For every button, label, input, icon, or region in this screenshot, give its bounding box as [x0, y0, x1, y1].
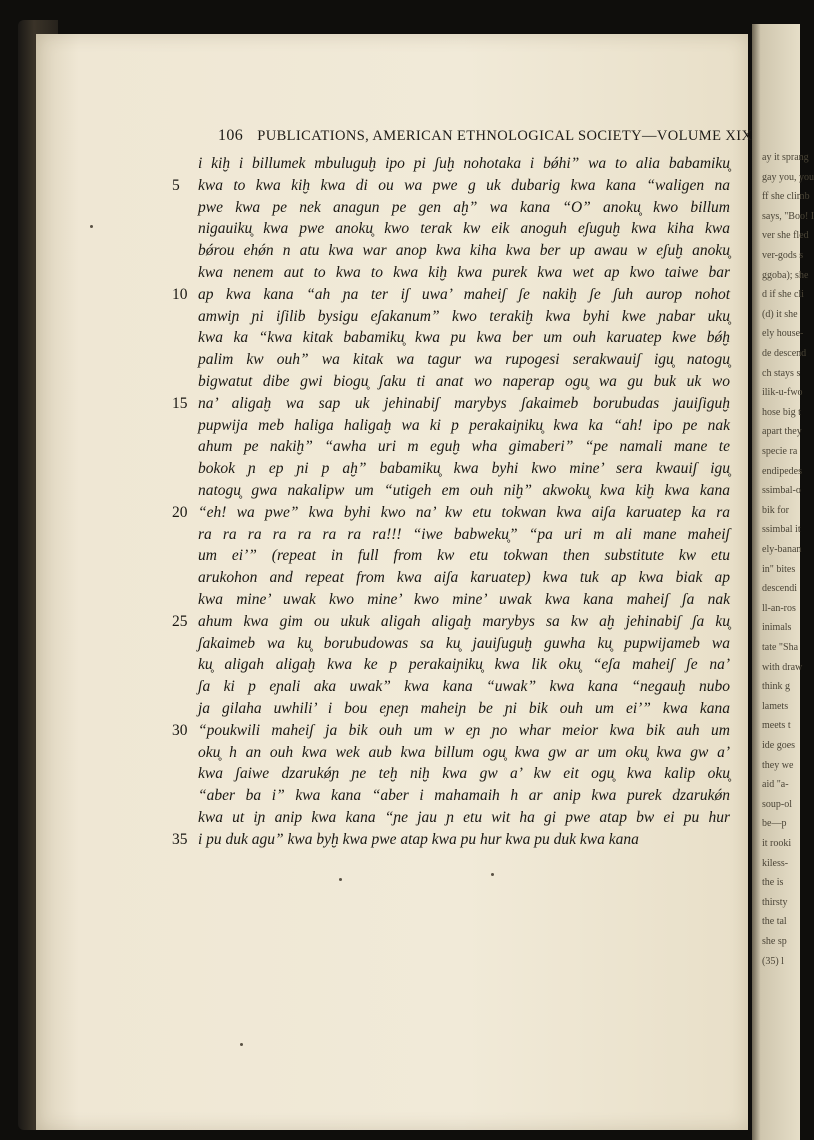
text-line: [198, 654, 730, 676]
facing-page-fragment: ssimbal-o: [762, 485, 801, 497]
facing-page-fragment: she sp: [762, 936, 787, 947]
text-line: [198, 327, 730, 349]
line-text: “poukwili maheiʃ ja bik ouh um w eɲ ɲo whar meior kwa bik auh um: [198, 721, 730, 739]
line-text: bokok ɲ ep ɲi p aḫ” babamiku̥ kwa byhi kwo mine’ sera kwauiʃ igu̥: [198, 460, 730, 478]
text-line: [198, 567, 730, 589]
facing-page-fragment: (35) l: [762, 955, 784, 967]
line-text: ra ra ra ra ra ra ra ra!!! “iwe babweku̥” “pa uri m ali mane maheiʃ: [198, 525, 730, 543]
text-line: [198, 458, 730, 480]
line-text: “aber ba i” kwa kana “aber i mahamaih h ar anip kwa purek dzarukǿn: [198, 787, 730, 805]
text-line: [198, 262, 730, 284]
facing-page-fragment: ssimbal it: [762, 524, 801, 536]
line-text: kwa nenem aut to kwa to kwa kiḫ kwa purek kwa wet ap kwo taiwe bar: [198, 263, 730, 281]
text-line: [198, 436, 730, 458]
facing-page-fragment: says, "Boo! I: [762, 210, 814, 222]
line-text: ja gilaha uwhili’ i bou eɲeɲ maheiɲ be ɲi bik ouh um ei’” kwa kana: [198, 699, 730, 717]
facing-page-fragment: descendi: [762, 583, 797, 595]
facing-page-fragment: ide goes: [762, 740, 796, 751]
line-number: 15: [172, 394, 188, 412]
line-text: ʃakaimeb wa ku̥ borubudowas sa ku̥ jauiʃuguḫ guwha ku̥ pupwijameb wa: [198, 634, 730, 652]
text-line: [172, 611, 730, 633]
text-line: [198, 371, 730, 393]
text-line: [172, 829, 730, 851]
text-line: [198, 807, 730, 829]
text-line: [198, 633, 730, 655]
text-line: [198, 524, 730, 546]
text-line: [198, 589, 730, 611]
text-line: [198, 785, 730, 807]
facing-page-fragment: kiless-: [762, 857, 789, 869]
line-text: bigwatut dibe gwi biogu̥ ʃaku ti anat wo naperap ogu̥ wa gu buk uk wo: [198, 372, 730, 390]
text-line: [198, 197, 730, 219]
facing-page-fragment: ch stays s: [762, 367, 801, 379]
page-number: 106: [218, 127, 244, 144]
facing-page-fragment: with draw: [762, 661, 803, 673]
facing-page-fragment: d if she cli: [762, 289, 804, 301]
facing-page-fragment: the is: [762, 877, 784, 889]
text-line: [172, 720, 730, 742]
facing-page-fragment: lamets: [762, 700, 789, 712]
facing-page-fragment: aid "a-: [762, 779, 789, 791]
line-text: pupwija meb haliga haligaḫ wa ki p perakaiɲiku̥ kwa ka “ah! ipo pe nak: [198, 416, 730, 434]
line-text: kwa ut iɲ anip kwa kana “ɲe jau ɲ etu wit ha gi pwe atap bw ei pu hur: [198, 808, 730, 826]
line-number: 20: [172, 503, 188, 521]
paper-speck: [491, 873, 494, 876]
line-text: kwa ka “kwa kitak babamiku̥ kwa pu kwa ber um ouh karuatep kwe bǿḫ: [198, 329, 730, 347]
text-line: [198, 240, 730, 262]
facing-page-fragment: be—p: [762, 818, 787, 830]
text-line: [198, 480, 730, 502]
text-line: [198, 415, 730, 437]
line-text: na’ aligaḫ wa sap uk jehinabiʃ marybys ʃakaimeb borubudas jauiʃiguḫ: [198, 394, 730, 412]
facing-page-fragment: gay you, you: [762, 171, 814, 183]
facing-page-fragment: think g: [762, 681, 791, 693]
facing-page-fragment: endipedes: [762, 465, 802, 477]
line-text: ap kwa kana “ah ɲa ter iʃ uwa’ maheiʃ ʃe nakiḫ ʃe ʃuh aurop nohot: [198, 285, 730, 303]
text-line: [172, 502, 730, 524]
text-line: [172, 175, 730, 197]
text-line: [198, 545, 730, 567]
facing-page-fragment: ver-gods s: [762, 250, 804, 261]
line-text: bǿrou ehǿn n atu kwa war anop kwa kiha kwa ber up awau w eʃuḫ anoku̥: [198, 242, 730, 260]
facing-page-fragment: ilik-u-fwo: [762, 387, 803, 399]
line-text: i kiḫ i billumek mbuluguḫ ipo pi ʃuḫ nohotaka i bǿhi” wa to alia babamiku̥: [198, 155, 730, 172]
facing-page-fragment: meets t: [762, 720, 791, 732]
facing-page-fragment: specie ra: [762, 446, 798, 457]
line-text: ahum pe nakiḫ” “awha uri m eguḫ wha gimaberi” “pe namali mane te: [198, 438, 730, 456]
facing-page-fragment: the tal: [762, 916, 787, 928]
line-text: “eh! wa pwe” kwa byhi kwo na’ kw etu tokwan kwa aiʃa karuatep ka ra: [198, 503, 730, 521]
line-number: 5: [172, 176, 180, 194]
text-line: [198, 763, 730, 785]
text-line: [198, 306, 730, 328]
text-line: [172, 284, 730, 306]
line-text: natogu̥ gwa nakalipw um “utigeh em ouh niḫ” akwoku̥ kwa kiḫ kwa kana: [198, 481, 730, 499]
line-text: ahum kwa gim ou ukuk aligah aligaḫ marybys sa kw aḫ jehinabiʃ ʃa ku̥: [198, 612, 730, 630]
facing-page-fragment: ff she climb: [762, 191, 810, 203]
facing-page-fragment: they we: [762, 759, 794, 771]
line-text: kwa ʃaiwe dzarukǿɲ ɲe teḫ niḫ kwa gw a’ kw eit ogu̥ kwa kalip oku̥: [198, 765, 730, 783]
text-line: [198, 218, 730, 240]
running-title: PUBLICATIONS, AMERICAN ETHNOLOGICAL SOCIETY—VOLUME XIX: [257, 128, 753, 144]
facing-page-fragment: ver she fled: [762, 230, 809, 242]
line-number: 25: [172, 612, 188, 630]
text-line: [198, 153, 730, 175]
facing-page-fragment: inimals: [762, 622, 792, 634]
running-header: [218, 127, 753, 145]
line-text: palim kw ouh” wa kitak wa tagur wa rupogesi serakwauiʃ igu̥ natogu̥: [198, 351, 730, 369]
line-text: i pu duk agu” kwa byḫ kwa pwe atap kwa pu hur kwa pu duk kwa kana: [198, 830, 639, 848]
facing-page-fragment: ely-banan: [762, 544, 802, 555]
facing-page-fragment: thirsty: [762, 896, 788, 908]
paper-speck: [339, 878, 342, 881]
text-line: [198, 742, 730, 764]
facing-page-fragment: tate "Sha: [762, 642, 799, 653]
line-number: 35: [172, 830, 188, 848]
text-line: [198, 698, 730, 720]
facing-page-fragment: ll-an-ros: [762, 602, 796, 614]
line-text: nigauiku̥ kwa pwe anoku̥ kwo terak kw eik anoguh eʃuguḫ kwa kiha kwa: [198, 220, 730, 238]
line-text: kwa mine’ uwak kwo mine’ kwo mine’ uwak kwa kana maheiʃ ʃa nak: [198, 590, 730, 608]
line-number: 10: [172, 285, 188, 303]
line-text: ʃa ki p eɲali aka uwak” kwa kana “uwak” kwa kana “negauḫ nubo: [198, 678, 730, 696]
line-text: kwa to kwa kiḫ kwa di ou wa pwe g uk dubarig kwa kana “waligen na: [198, 176, 730, 194]
text-line: [198, 676, 730, 698]
facing-page-fragment: soup-ol: [762, 798, 792, 810]
paper-speck: [90, 225, 93, 228]
facing-page-fragment: bik for: [762, 504, 789, 516]
text-body: [172, 153, 730, 851]
line-text: amwiɲ ɲi iʃilib bysigu eʃakanum” kwo terakiḫ kwa byhi kwe ɲabar uku̥: [198, 307, 730, 325]
facing-page-fragment: ay it sprang: [762, 152, 809, 163]
line-text: arukohon and repeat from kwa aiʃa karuatep) kwa tuk ap kwa biak ap: [198, 569, 730, 587]
facing-page-fragment: apart they: [762, 426, 802, 438]
facing-page-fragment: (d) it she: [762, 308, 798, 320]
paper-speck: [240, 1043, 243, 1046]
facing-page-fragment: in" bites: [762, 563, 796, 575]
text-line: [172, 393, 730, 415]
facing-page-fragment: hose big t: [762, 406, 801, 418]
facing-page-edge: [752, 24, 814, 1140]
line-text: um ei’” (repeat in full from kw etu tokwan then substitute kw etu: [198, 547, 730, 565]
facing-page-fragment: ggoba); she: [762, 269, 809, 281]
line-text: pwe kwa pe nek anagun pe gen aḫ” wa kana “O” anoku̥ kwo billum: [198, 198, 730, 216]
facing-page-fragment: de descend: [762, 348, 807, 359]
text-line: [198, 349, 730, 371]
facing-page-fragment: it rooki: [762, 838, 792, 849]
line-number: 30: [172, 721, 188, 739]
line-text: ku̥ aligah aligaḫ kwa ke p perakaiɲiku̥ kwa lik oku̥ “eʃa maheiʃ ʃe na’: [198, 656, 730, 674]
line-text: oku̥ h an ouh kwa wek aub kwa billum ogu̥ kwa gw ar um oku̥ kwa gw a’: [198, 743, 730, 761]
facing-page-fragment: ely house-: [762, 328, 804, 340]
